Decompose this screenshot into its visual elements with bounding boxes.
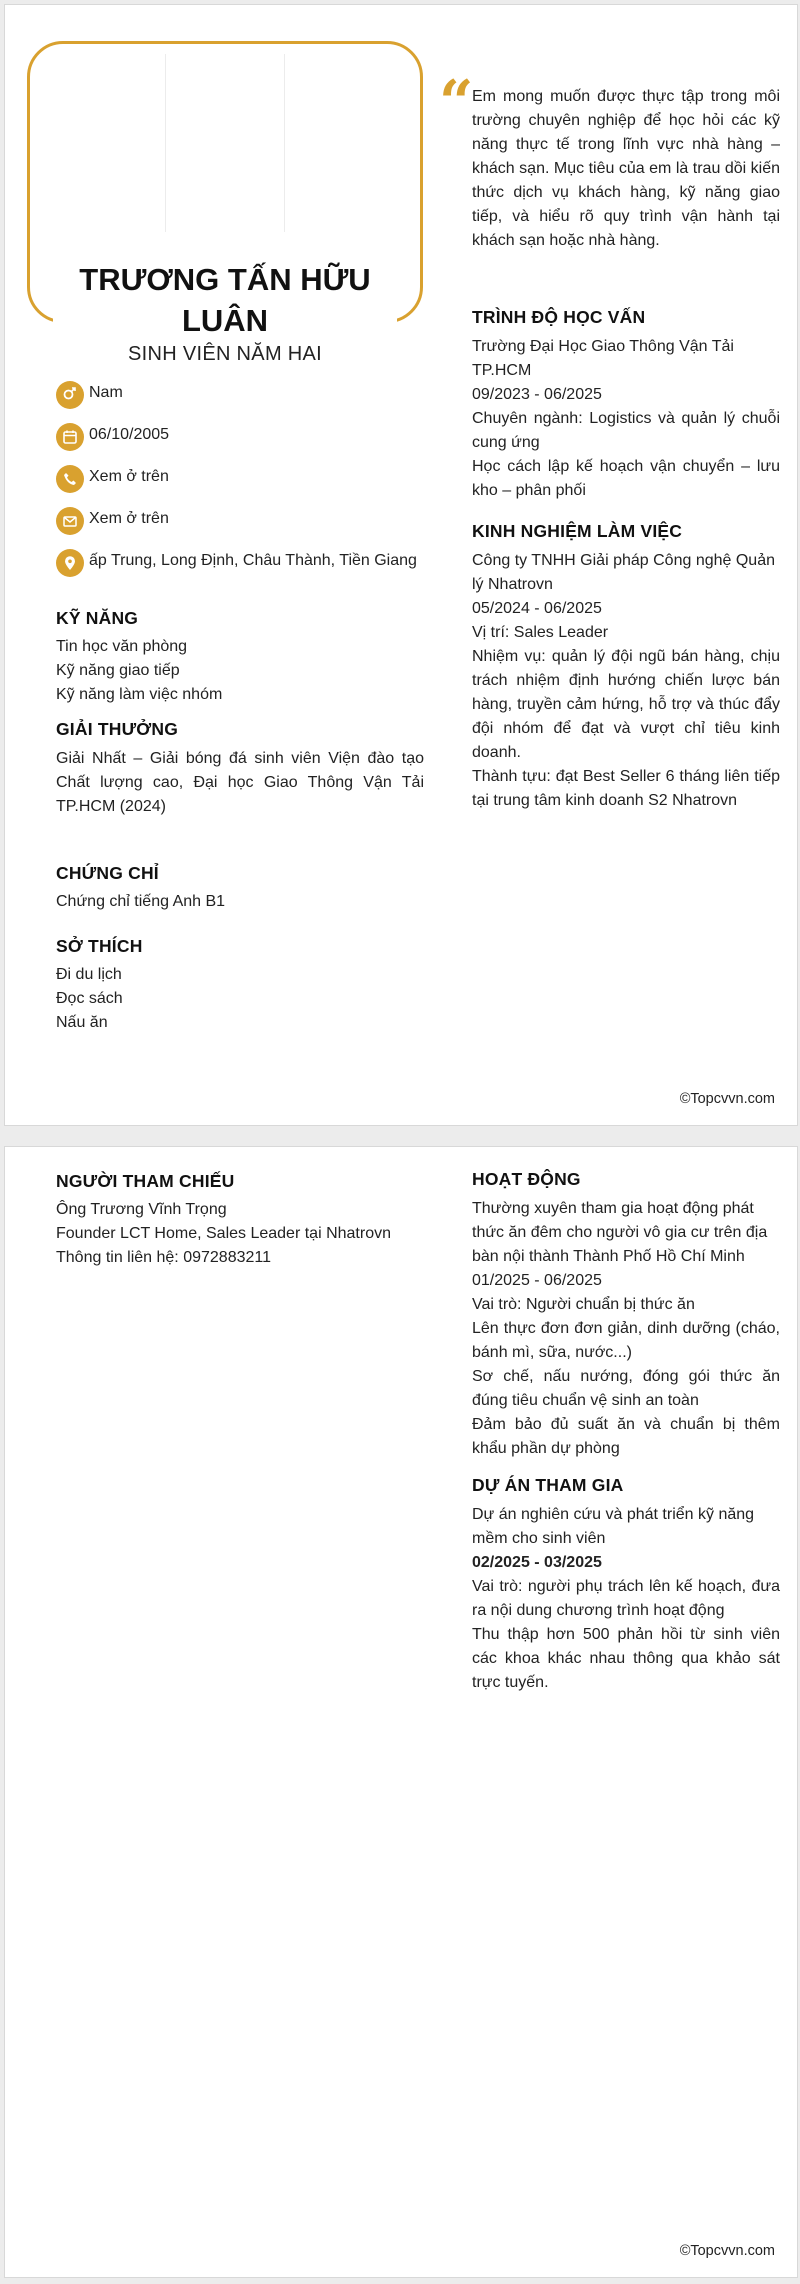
experience-title: KINH NGHIỆM LÀM VIỆC xyxy=(472,521,683,541)
list-item: Đọc sách xyxy=(56,990,123,1007)
reference-role: Founder LCT Home, Sales Leader tại Nhatrovn xyxy=(56,1225,391,1242)
contact-phone: Xem ở trên xyxy=(56,467,446,493)
footer-brand: ©Topcvvn.com xyxy=(679,1091,775,1107)
reference-contact: Thông tin liên hệ: 0972883211 xyxy=(56,1249,271,1266)
project-period: 02/2025 - 03/2025 xyxy=(472,1554,602,1571)
mail-icon xyxy=(56,507,84,535)
awards-title: GIẢI THƯỞNG xyxy=(56,719,179,739)
activity-task: Sơ chế, nấu nướng, đóng gói thức ăn đúng tiêu chuẩn vệ sinh an toàn xyxy=(472,1368,780,1409)
award-item: Giải Nhất – Giải bóng đá sinh viên Viện đào tạo Chất lượng cao, Đại học Giao Thông Vận Tải TP.HCM (2024) xyxy=(56,750,424,815)
reference-details xyxy=(56,1198,426,1270)
reference-name: Ông Trương Vĩnh Trọng xyxy=(56,1201,227,1218)
list-item: Chứng chỉ tiếng Anh B1 xyxy=(56,893,226,910)
calendar-icon xyxy=(56,423,84,451)
activities-details xyxy=(472,1197,780,1461)
experience-achievement: Thành tựu: đạt Best Seller 6 tháng liên tiếp tại trung tâm kinh doanh S2 Nhatrovn xyxy=(472,768,780,809)
experience-period: 05/2024 - 06/2025 xyxy=(472,600,602,617)
hobbies-list xyxy=(56,963,426,1035)
list-item: Nấu ăn xyxy=(56,1014,108,1031)
list-item: Kỹ năng làm việc nhóm xyxy=(56,686,223,703)
cv-page-2 xyxy=(4,1146,798,2278)
project-result: Thu thập hơn 500 phản hồi từ sinh viên các khoa khác nhau thông qua khảo sát trực tuyến. xyxy=(472,1626,780,1691)
education-details xyxy=(472,335,780,503)
profile-photo xyxy=(165,54,285,232)
contact-email: Xem ở trên xyxy=(56,509,446,535)
job-title: SINH VIÊN NĂM HAI xyxy=(127,343,323,365)
skills-list xyxy=(56,635,426,707)
full-name: TRƯƠNG TẤN HỮU LUÂN xyxy=(79,262,371,338)
education-period: 09/2023 - 06/2025 xyxy=(472,386,602,403)
certificates-list xyxy=(56,890,426,914)
experience-duty: Nhiệm vụ: quản lý đội ngũ bán hàng, chịu trách nhiệm định hướng chiến lược bán hàng, truyền cảm hứng, hỗ trợ và thúc đẩy đội nhóm để đạt và vượt chỉ tiêu kinh doanh. xyxy=(472,648,780,761)
cv-page-1 xyxy=(4,4,798,1126)
phone-icon xyxy=(56,465,84,493)
quote-icon: “ xyxy=(439,68,474,138)
education-detail: Học cách lập kế hoạch vận chuyển – lưu kho – phân phối xyxy=(472,458,780,499)
experience-position: Vị trí: Sales Leader xyxy=(472,624,609,641)
skills-title: KỸ NĂNG xyxy=(56,608,139,628)
reference-title: NGƯỜI THAM CHIẾU xyxy=(56,1171,235,1191)
experience-details xyxy=(472,549,780,813)
education-major: Chuyên ngành: Logistics và quản lý chuỗi cung ứng xyxy=(472,410,780,451)
projects-title: DỰ ÁN THAM GIA xyxy=(472,1475,624,1495)
activity-role: Vai trò: Người chuẩn bị thức ăn xyxy=(472,1296,695,1313)
certificates-title: CHỨNG CHỈ xyxy=(56,863,159,883)
gender-icon xyxy=(56,381,84,409)
activity-task: Lên thực đơn đơn giản, dinh dưỡng (cháo, bánh mì, sữa, nước...) xyxy=(472,1320,780,1361)
contact-gender: Nam xyxy=(56,383,446,409)
footer-brand: ©Topcvvn.com xyxy=(679,2243,775,2259)
hobbies-title: SỞ THÍCH xyxy=(56,936,143,956)
list-item: Đi du lịch xyxy=(56,966,122,983)
location-pin-icon xyxy=(56,549,84,577)
activity-desc: Thường xuyên tham gia hoạt động phát thức ăn đêm cho người vô gia cư trên địa bàn nội thành Thành Phố Hồ Chí Minh xyxy=(472,1200,768,1265)
career-objective: Em mong muốn được thực tập trong môi trường chuyên nghiệp để học hỏi các kỹ năng thực tế trong lĩnh vực nhà hàng – khách sạn. Mục tiêu của em là trau dồi kiến thức dịch vụ khách hàng, kỹ năng giao tiếp, và hiểu rõ quy trình vận hành tại khách sạn hoặc nhà hàng. xyxy=(472,88,780,249)
list-item: Kỹ năng giao tiếp xyxy=(56,662,180,679)
activities-title: HOẠT ĐỘNG xyxy=(472,1169,581,1189)
experience-company: Công ty TNHH Giải pháp Công nghệ Quản lý Nhatrovn xyxy=(472,552,775,593)
contact-dob: 06/10/2005 xyxy=(56,425,446,451)
list-item: Tin học văn phòng xyxy=(56,638,188,655)
activity-period: 01/2025 - 06/2025 xyxy=(472,1272,602,1289)
contact-address: ấp Trung, Long Định, Châu Thành, Tiền Giang xyxy=(56,551,446,577)
projects-details xyxy=(472,1503,780,1695)
activity-task: Đảm bảo đủ suất ăn và chuẩn bị thêm khẩu phần dự phòng xyxy=(472,1416,780,1457)
project-role: Vai trò: người phụ trách lên kế hoạch, đưa ra nội dung chương trình hoạt động xyxy=(472,1578,780,1619)
project-name: Dự án nghiên cứu và phát triển kỹ năng mềm cho sinh viên xyxy=(472,1506,755,1547)
education-title: TRÌNH ĐỘ HỌC VẤN xyxy=(472,307,646,327)
education-school: Trường Đại Học Giao Thông Vận Tải TP.HCM xyxy=(472,338,734,379)
